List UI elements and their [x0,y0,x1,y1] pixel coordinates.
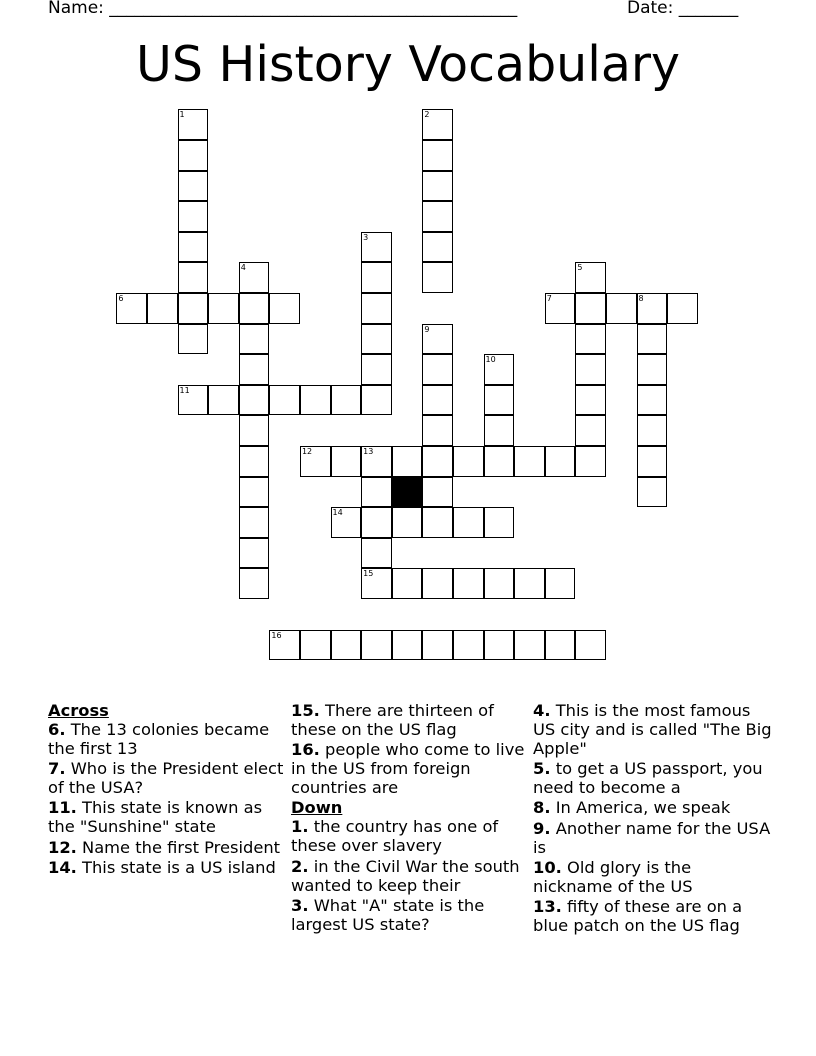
grid-cell[interactable] [637,354,668,385]
clue-down-4: 4. This is the most famous US city and is called "The Big Apple" [533,701,772,758]
grid-cell[interactable] [361,477,392,508]
grid-cell[interactable] [484,446,515,477]
grid-cell-2[interactable] [422,109,453,140]
across-heading: Across [48,701,109,720]
grid-cell-13[interactable] [361,446,392,477]
grid-cell-9[interactable] [422,324,453,355]
grid-cell[interactable] [575,385,606,416]
clue-across-11: 11. This state is known as the "Sunshine" state [48,798,263,837]
grid-cell[interactable] [178,232,209,263]
grid-cell[interactable] [300,385,331,416]
grid-cell[interactable] [331,385,362,416]
grid-cell[interactable] [239,354,270,385]
grid-cell[interactable] [178,171,209,202]
clue-number: 13 [363,446,374,456]
clue-across-14: 14. This state is a US island [48,857,276,877]
clue-number: 14 [332,508,343,518]
grid-cell[interactable] [422,262,453,293]
grid-cell[interactable] [545,568,576,599]
grid-cell[interactable] [422,140,453,171]
clue-number: 15 [363,569,374,579]
grid-cell[interactable] [575,354,606,385]
grid-cell[interactable] [667,293,698,324]
grid-cell[interactable] [239,385,270,416]
clue-down-3: 3. What "A" state is the largest US state? [291,895,485,934]
grid-cell[interactable] [637,446,668,477]
grid-cell[interactable] [300,630,331,661]
grid-cell[interactable] [361,507,392,538]
clue-across-16: 16. people who come to live in the US from foreign countries are [291,740,525,798]
grid-cell[interactable] [361,538,392,569]
grid-cell[interactable] [545,446,576,477]
grid-cell-4[interactable] [239,262,270,293]
page-title: US History Vocabulary [135,36,681,93]
clue-number: 12 [301,446,313,456]
grid-cell[interactable] [178,262,209,293]
grid-cell-16[interactable] [269,630,300,661]
grid-cell[interactable] [514,568,545,599]
grid-cell-15[interactable] [361,568,392,599]
grid-cell-5[interactable] [575,262,606,293]
grid-cell[interactable] [422,415,453,446]
grid-cell[interactable] [361,293,392,324]
grid-cell[interactable] [422,507,453,538]
clue-down-8: 8. In America, we speak [533,798,731,818]
name-field: Name: ________________________________________________ [48,0,518,18]
clue-number: 3 [363,232,369,242]
clue-across-15: 15. There are thirteen of these on the US flag [291,701,494,739]
grid-cell[interactable] [147,293,178,324]
grid-cell[interactable] [637,324,668,355]
grid-cell[interactable] [422,568,453,599]
clue-down-9: 9. Another name for the USA is [533,818,771,857]
clue-down-1: 1. the country has one of these over slavery [291,817,499,856]
grid-cell[interactable] [178,324,209,355]
grid-cell[interactable] [453,446,484,477]
grid-cell[interactable] [484,568,515,599]
grid-cell[interactable] [422,385,453,416]
grid-cell[interactable] [575,446,606,477]
grid-cell[interactable] [392,446,423,477]
grid-cell[interactable] [269,293,300,324]
clue-down-10: 10. Old glory is the nickname of the US [533,857,693,896]
clue-number: 6 [118,293,124,303]
clue-column-1 [48,701,288,878]
grid-cell[interactable] [361,262,392,293]
grid-cell[interactable] [331,630,362,661]
grid-cell-1[interactable] [178,109,209,140]
grid-cell[interactable] [331,446,362,477]
down-heading: Down [291,798,343,818]
grid-cell[interactable] [422,171,453,202]
grid-cell[interactable] [453,507,484,538]
grid-cell[interactable] [422,354,453,385]
clue-down-2: 2. in the Civil War the south wanted to keep their [291,856,520,895]
grid-cell[interactable] [545,630,576,661]
clue-number: 10 [485,355,496,365]
grid-cell[interactable] [208,385,239,416]
grid-cell[interactable] [637,385,668,416]
grid-cell[interactable] [422,477,453,508]
grid-cell[interactable] [239,324,270,355]
clue-number: 9 [424,324,430,334]
grid-cell[interactable] [392,568,423,599]
grid-cell[interactable] [606,293,637,324]
grid-cell[interactable] [178,201,209,232]
grid-cell-14[interactable] [331,507,362,538]
grid-cell[interactable] [239,477,270,508]
clue-across-7: 7. Who is the President elect of the USA? [48,759,284,798]
grid-cell-10[interactable] [484,354,515,385]
grid-cell-11[interactable] [178,385,209,416]
clue-across-12: 12. Name the first President [48,837,281,857]
grid-cell[interactable] [239,415,270,446]
grid-cell[interactable] [422,630,453,661]
grid-cell[interactable] [361,324,392,355]
grid-cell[interactable] [484,507,515,538]
grid-cell[interactable] [208,293,239,324]
grid-cell[interactable] [453,568,484,599]
grid-cell[interactable] [239,538,270,569]
grid-cell[interactable] [514,446,545,477]
clue-down-13: 13. fifty of these are on a blue patch on the US flag [533,896,743,935]
grid-cell[interactable] [361,385,392,416]
clue-number: 7 [546,293,552,303]
grid-cell[interactable] [453,630,484,661]
grid-cell-7[interactable] [545,293,576,324]
date-field: Date: _______ [627,0,739,18]
grid-cell[interactable] [239,507,270,538]
grid-cell[interactable] [178,293,209,324]
clue-number: 16 [271,630,282,640]
grid-cell[interactable] [575,293,606,324]
grid-cell-12[interactable] [300,446,331,477]
grid-cell[interactable] [637,415,668,446]
clue-number: 11 [179,385,190,395]
grid-cell[interactable] [575,324,606,355]
grid-cell[interactable] [422,232,453,263]
grid-cell[interactable] [575,630,606,661]
grid-cell[interactable] [422,201,453,232]
grid-cell[interactable] [422,446,453,477]
black-cell [392,477,423,508]
clue-number: 1 [179,110,185,120]
grid-cell[interactable] [484,630,515,661]
clue-down-5: 5. to get a US passport, you need to become a [533,759,763,798]
clue-number: 5 [577,263,583,273]
grid-cell[interactable] [484,385,515,416]
clue-across-6: 6. The 13 colonies became the first 13 [48,720,270,758]
clue-number: 2 [424,110,430,120]
grid-cell[interactable] [178,140,209,171]
grid-cell[interactable] [514,630,545,661]
grid-cell[interactable] [239,446,270,477]
grid-cell[interactable] [392,507,423,538]
grid-cell-6[interactable] [116,293,147,324]
clue-column-3 [533,701,773,936]
clue-column-2 [291,701,531,935]
grid-cell[interactable] [239,568,270,599]
grid-cell[interactable] [484,415,515,446]
grid-cell[interactable] [575,415,606,446]
grid-cell[interactable] [269,385,300,416]
grid-cell-8[interactable] [637,293,668,324]
clue-number: 4 [240,263,246,273]
grid-cell[interactable] [392,630,423,661]
grid-cell[interactable] [637,477,668,508]
clue-number: 8 [638,293,644,303]
grid-cell[interactable] [239,293,270,324]
grid-cell-3[interactable] [361,232,392,263]
grid-cell[interactable] [361,630,392,661]
grid-cell[interactable] [361,354,392,385]
